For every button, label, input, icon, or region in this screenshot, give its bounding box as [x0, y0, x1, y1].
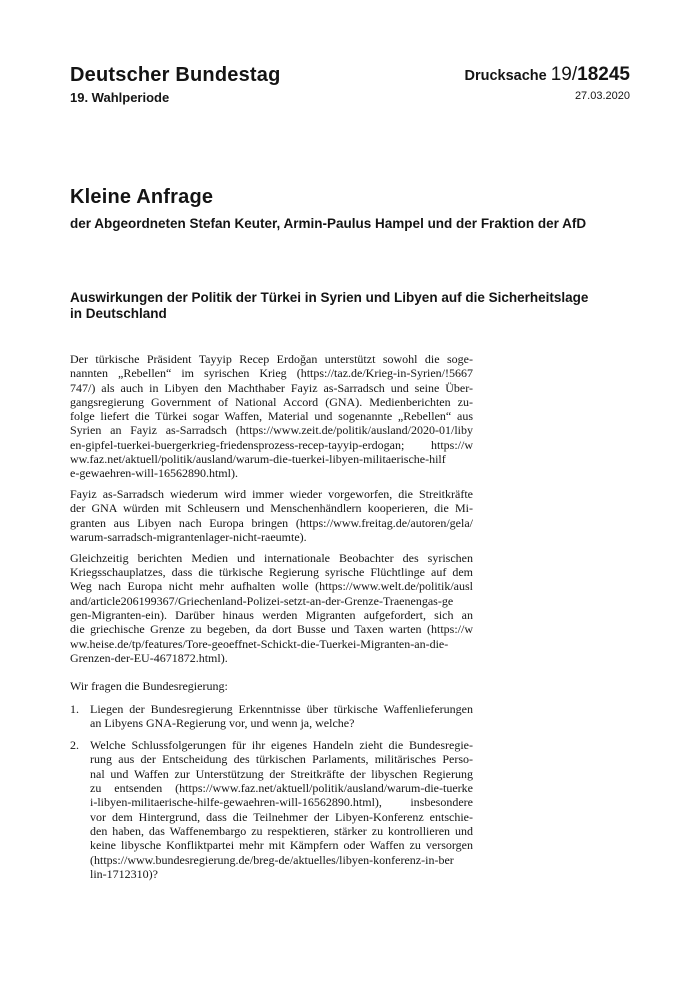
- paragraph-line: Fayiz as-Sarradsch wiederum wird immer wieder vorgeworfen, die Streitkräfte: [70, 487, 473, 502]
- document-number: 18245: [577, 64, 630, 85]
- question-line: Welche Schlussfolgerungen für ihr eigenes Handeln zieht die Bundesregie-: [90, 738, 473, 753]
- title-block: [70, 186, 586, 231]
- question-number: 1.: [70, 701, 79, 716]
- paragraph-line: 747/) als auch in Libyen den Machthaber Fayiz as-Sarradsch und seine Über-: [70, 380, 473, 395]
- paragraph-line: gen-Migranten-ein). Darüber hinaus werden Migranten aufgefordert, sich an: [70, 608, 473, 623]
- question-line: an Libyens GNA-Regierung vor, und wenn ja, welche?: [90, 715, 355, 730]
- question-item: [70, 738, 473, 881]
- paragraph-line: Weg nach Europa nicht mehr aufhalten wolle (https://www.welt.de/politik/ausl: [70, 579, 473, 594]
- paragraph-line: Der türkische Präsident Tayyip Recep Erdoğan unterstützt sowohl die soge-: [70, 352, 473, 366]
- authors-line: der Abgeordneten Stefan Keuter, Armin-Paulus Hampel und der Fraktion der AfD: [70, 216, 587, 231]
- preamble-paragraphs: [70, 352, 473, 665]
- question-line: (https://www.bundesregierung.de/breg-de/aktuelles/libyen-konferenz-in-ber: [90, 852, 454, 867]
- subject-line: Auswirkungen der Politik der Türkei in Syrien und Libyen auf die Sicherheitslage: [70, 290, 589, 305]
- question-line: i-libyen-militaerische-hilfe-gewaehren-will-16562890.html), insbesondere: [90, 795, 473, 810]
- paragraph-line: Gleichzeitig berichten Medien und internationale Beobachter des syrischen: [70, 550, 473, 565]
- body-paragraph: [70, 352, 473, 481]
- paragraph-line: nannten „Rebellen“ im syrischen Krieg (https://taz.de/Krieg-in-Syrien/!5667: [70, 366, 473, 381]
- question-line: vor dem Hintergrund, dass die Teilnehmer der Libyen-Konferenz entschie-: [90, 809, 473, 824]
- paragraph-line: die griechische Grenze zu begeben, da dort Busse und Taxen warten (https://w: [70, 622, 473, 637]
- body-paragraph: [70, 551, 473, 665]
- question-text: [90, 702, 473, 731]
- paragraph-line: Kriegsschauplatzes, dass die türkische Regierung syrische Flüchtlinge auf dem: [70, 565, 473, 580]
- institution-name: Deutscher Bundestag: [70, 64, 281, 86]
- question-number: 2.: [70, 738, 79, 753]
- subject-line: in Deutschland: [70, 306, 167, 321]
- document-number-prefix: 19/: [550, 64, 578, 85]
- question-line: nal und Waffen zur Unterstützung der Streitkräfte der libyschen Regierung: [90, 766, 473, 781]
- document-header: [70, 64, 630, 105]
- document-body: [70, 352, 473, 881]
- legislative-period: 19. Wahlperiode: [70, 90, 170, 105]
- question-line: Liegen der Bundesregierung Erkenntnisse über türkische Waffenlieferungen: [90, 701, 473, 716]
- header-left: [70, 64, 281, 105]
- questions-list: [70, 702, 473, 882]
- question-line: den haben, das Waffenembargo zu respektieren, stärker zu kontrollieren und: [90, 823, 473, 838]
- header-right: [464, 64, 630, 102]
- paragraph-line: folge liefert die Türkei sogar Waffen, Material und sogenannte „Rebellen“ aus: [70, 409, 473, 424]
- document-date: 27.03.2020: [574, 90, 630, 102]
- paragraph-line: gangsregierung Government of National Accord (GNA). Medienberichten zu-: [70, 394, 473, 409]
- paragraph-line: Syrien an Fayiz as-Sarradsch (https://www.zeit.de/politik/ausland/2020-01/liby: [70, 423, 473, 438]
- question-line: keine libysche Konfliktpartei mehr mit Kämpfern oder Waffen zu versorgen: [90, 838, 473, 853]
- question-line: zu entsenden (https://www.faz.net/aktuell/politik/ausland/warum-die-tuerke: [90, 781, 473, 796]
- paragraph-line: Grenzen-der-EU-4671872.html).: [70, 650, 228, 665]
- question-text: [90, 738, 473, 881]
- paragraph-line: ww.heise.de/tp/features/Tore-geoeffnet-Schickt-die-Tuerkei-Migranten-an-die-: [70, 636, 449, 651]
- questions-intro: Wir fragen die Bundesregierung:: [70, 679, 228, 694]
- question-line: rung aus der Entscheidung des türkischen Parlaments, militärisches Perso-: [90, 752, 473, 767]
- document-number-line: [464, 64, 630, 87]
- body-paragraph: [70, 487, 473, 544]
- document-type-heading: Kleine Anfrage: [70, 186, 214, 208]
- paragraph-line: e-gewaehren-will-16562890.html).: [70, 466, 238, 481]
- paragraph-line: warum-sarradsch-migrantenlager-nicht-raeumte).: [70, 530, 307, 545]
- paragraph-line: and/article206199367/Griechenland-Polizei-setzt-an-der-Grenze-Traenengas-ge: [70, 593, 454, 608]
- subject-title: [70, 290, 588, 322]
- question-line: lin-1712310)?: [90, 866, 158, 881]
- paragraph-line: der GNA würden mit Schleusern und Menschenhändlern kooperieren, die Mi-: [70, 501, 473, 516]
- paragraph-line: ww.faz.net/aktuell/politik/ausland/warum-die-tuerkei-libyen-militaerische-hilf: [70, 452, 446, 467]
- document-number-label: Drucksache: [464, 68, 547, 84]
- paragraph-line: en-gipfel-tuerkei-buergerkrieg-friedensprozess-recep-tayyip-erdogan; https://w: [70, 437, 473, 452]
- paragraph-line: granten aus Libyen nach Europa bringen (https://www.freitag.de/autoren/gela/: [70, 515, 473, 530]
- question-item: [70, 702, 473, 731]
